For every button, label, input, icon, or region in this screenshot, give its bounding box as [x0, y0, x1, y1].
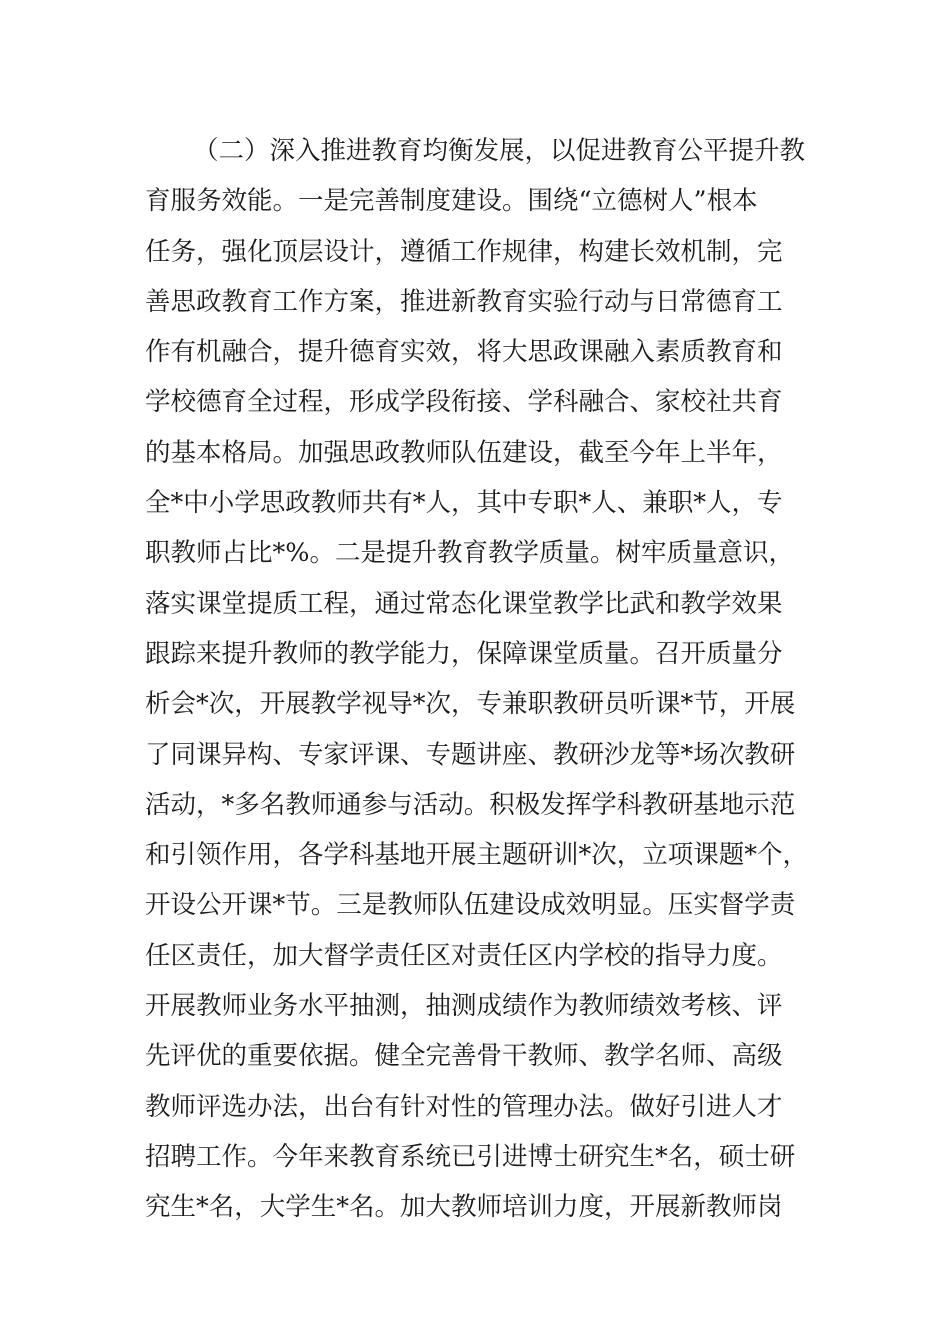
text-line: 招聘工作。今年来教育系统已引进博士研究生*名，硕士研	[145, 1141, 796, 1172]
text-line: 育服务效能。一是完善制度建设。围绕“立德树人”根本	[145, 186, 758, 217]
text-line: 善思政教育工作方案，推进新教育实验行动与日常德育工	[145, 286, 783, 317]
text-line: 先评优的重要依据。健全完善骨干教师、教学名师、高级	[145, 1041, 783, 1072]
text-line: 学校德育全过程，形成学段衔接、学科融合、家校社共育	[145, 387, 783, 418]
text-line: 全*中小学思政教师共有*人，其中专职*人、兼职*人，专	[145, 488, 783, 519]
text-line: 开展教师业务水平抽测，抽测成绩作为教师绩效考核、评	[145, 991, 783, 1022]
text-line: 究生*名，大学生*名。加大教师培训力度，开展新教师岗	[145, 1192, 783, 1223]
text-line: 和引领作用，各学科基地开展主题研训*次，立项课题*个，	[145, 840, 809, 871]
text-line: 作有机融合，提升德育实效，将大思政课融入素质教育和	[145, 337, 783, 368]
text-line: 任务，强化顶层设计，遵循工作规律，构建长效机制，完	[145, 236, 783, 267]
text-line: 教师评选办法，出台有针对性的管理办法。做好引进人才	[145, 1091, 783, 1122]
text-line: 了同课异构、专家评课、专题讲座、教研沙龙等*场次教研	[145, 739, 796, 770]
text-line: 职教师占比*%。二是提升教育教学质量。树牢质量意识，	[145, 538, 794, 569]
text-line: （二）深入推进教育均衡发展，以促进教育公平提升教	[193, 136, 806, 166]
text-line: 落实课堂提质工程，通过常态化课堂教学比武和教学效果	[145, 588, 783, 619]
text-line: 的基本格局。加强思政教师队伍建设，截至今年上半年，	[145, 437, 783, 468]
text-line: 活动，*多名教师通参与活动。积极发挥学科教研基地示范	[145, 789, 796, 820]
paragraph-education-balance	[145, 126, 815, 1233]
text-line: 析会*次，开展教学视导*次，专兼职教研员听课*节，开展	[145, 689, 796, 720]
text-line: 任区责任，加大督学责任区对责任区内学校的指导力度。	[145, 940, 783, 971]
text-line: 跟踪来提升教师的教学能力，保障课堂质量。召开质量分	[145, 638, 783, 669]
text-line: 开设公开课*节。三是教师队伍建设成效明显。压实督学责	[145, 890, 796, 921]
